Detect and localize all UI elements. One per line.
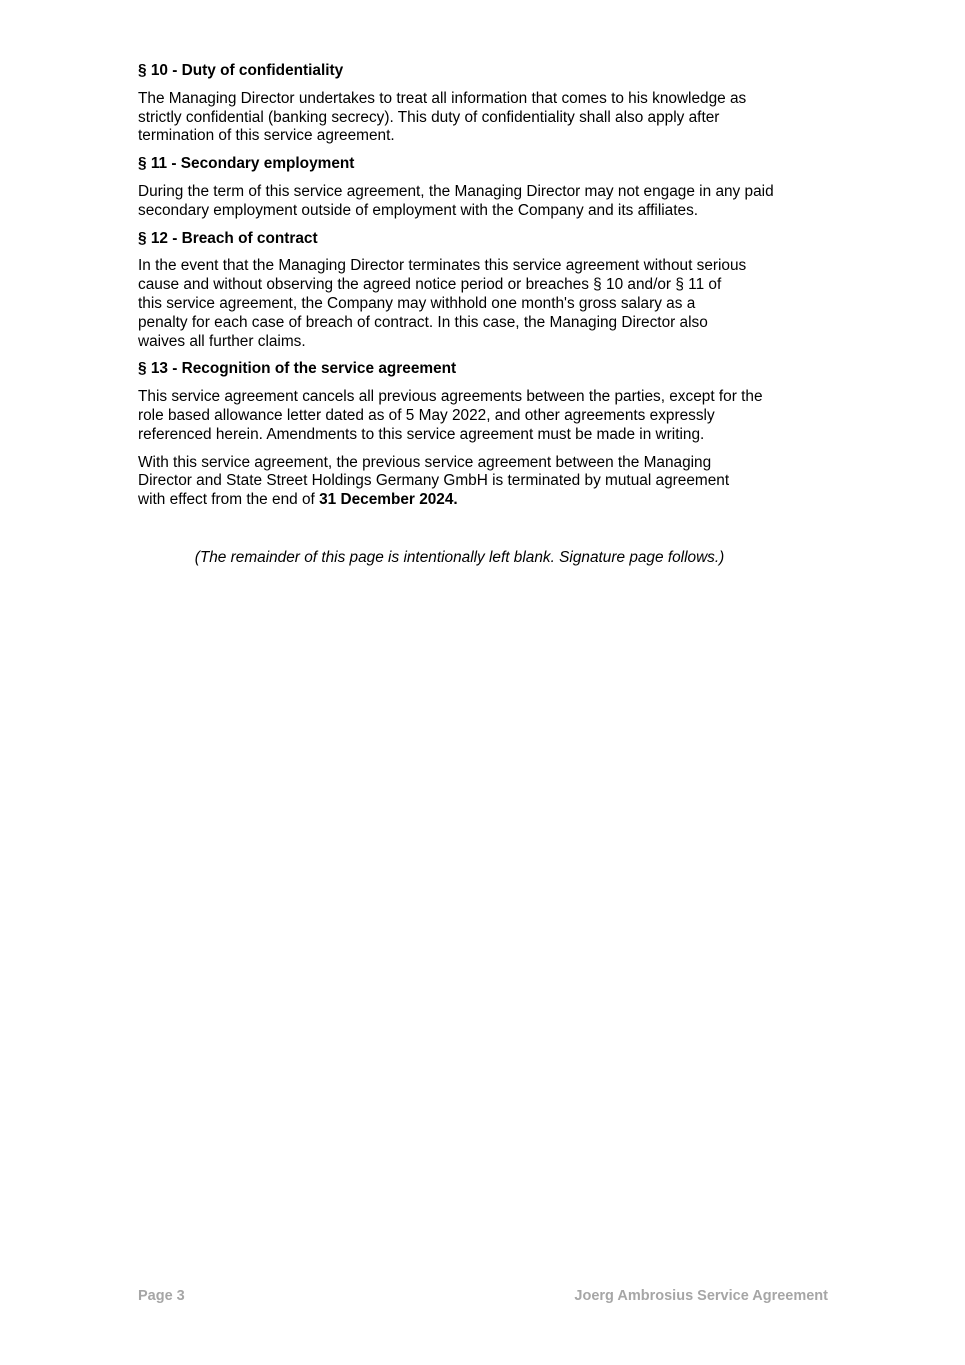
section-12-paragraph [138, 257, 828, 351]
section-13-paragraph-1 [138, 388, 828, 444]
text-line: During the term of this service agreement, the Managing Director may not engage in any paid [138, 182, 774, 200]
page-number: Page 3 [138, 1288, 185, 1304]
text-line: In the event that the Managing Director terminates this service agreement without serious [138, 257, 747, 275]
text-line: Director and State Street Holdings Germany GmbH is terminated by mutual agreement [138, 472, 730, 490]
document-body [138, 62, 828, 566]
termination-date: 31 December 2024. [319, 491, 458, 509]
text-line: termination of this service agreement. [138, 127, 395, 145]
section-11-paragraph [138, 183, 828, 221]
text-line: this service agreement, the Company may withhold one month's gross salary as a [138, 294, 696, 312]
section-13-paragraph-2 [138, 454, 828, 510]
text-line: cause and without observing the agreed notice period or breaches § 10 and/or § 11 of [138, 276, 722, 294]
section-heading-12: § 12 - Breach of contract [138, 229, 318, 247]
text-line [138, 491, 828, 510]
section-heading-13: § 13 - Recognition of the service agreement [138, 360, 457, 378]
text-line: strictly confidential (banking secrecy). This duty of confidentiality shall also apply after [138, 108, 720, 126]
section-heading-11: § 11 - Secondary employment [138, 155, 355, 173]
document-title: Joerg Ambrosius Service Agreement [574, 1288, 828, 1304]
section-heading-10: § 10 - Duty of confidentiality [138, 62, 344, 79]
text-line: With this service agreement, the previous service agreement between the Managing [138, 453, 712, 471]
text-line: penalty for each case of breach of contract. In this case, the Managing Director also [138, 313, 708, 331]
text-line: referenced herein. Amendments to this service agreement must be made in writing. [138, 425, 705, 443]
text-line: role based allowance letter dated as of 5 May 2022, and other agreements expressly [138, 406, 715, 424]
blank-page-note: (The remainder of this page is intentionally left blank. Signature page follows.) [194, 549, 725, 566]
text-line-prefix: with effect from the end of [138, 491, 320, 509]
text-line: This service agreement cancels all previous agreements between the parties, except for the [138, 388, 763, 406]
text-line: The Managing Director undertakes to treat all information that comes to his knowledge as [138, 89, 747, 107]
text-line: waives all further claims. [138, 332, 306, 350]
text-line: secondary employment outside of employment with the Company and its affiliates. [138, 201, 699, 219]
section-10-paragraph [138, 90, 828, 146]
